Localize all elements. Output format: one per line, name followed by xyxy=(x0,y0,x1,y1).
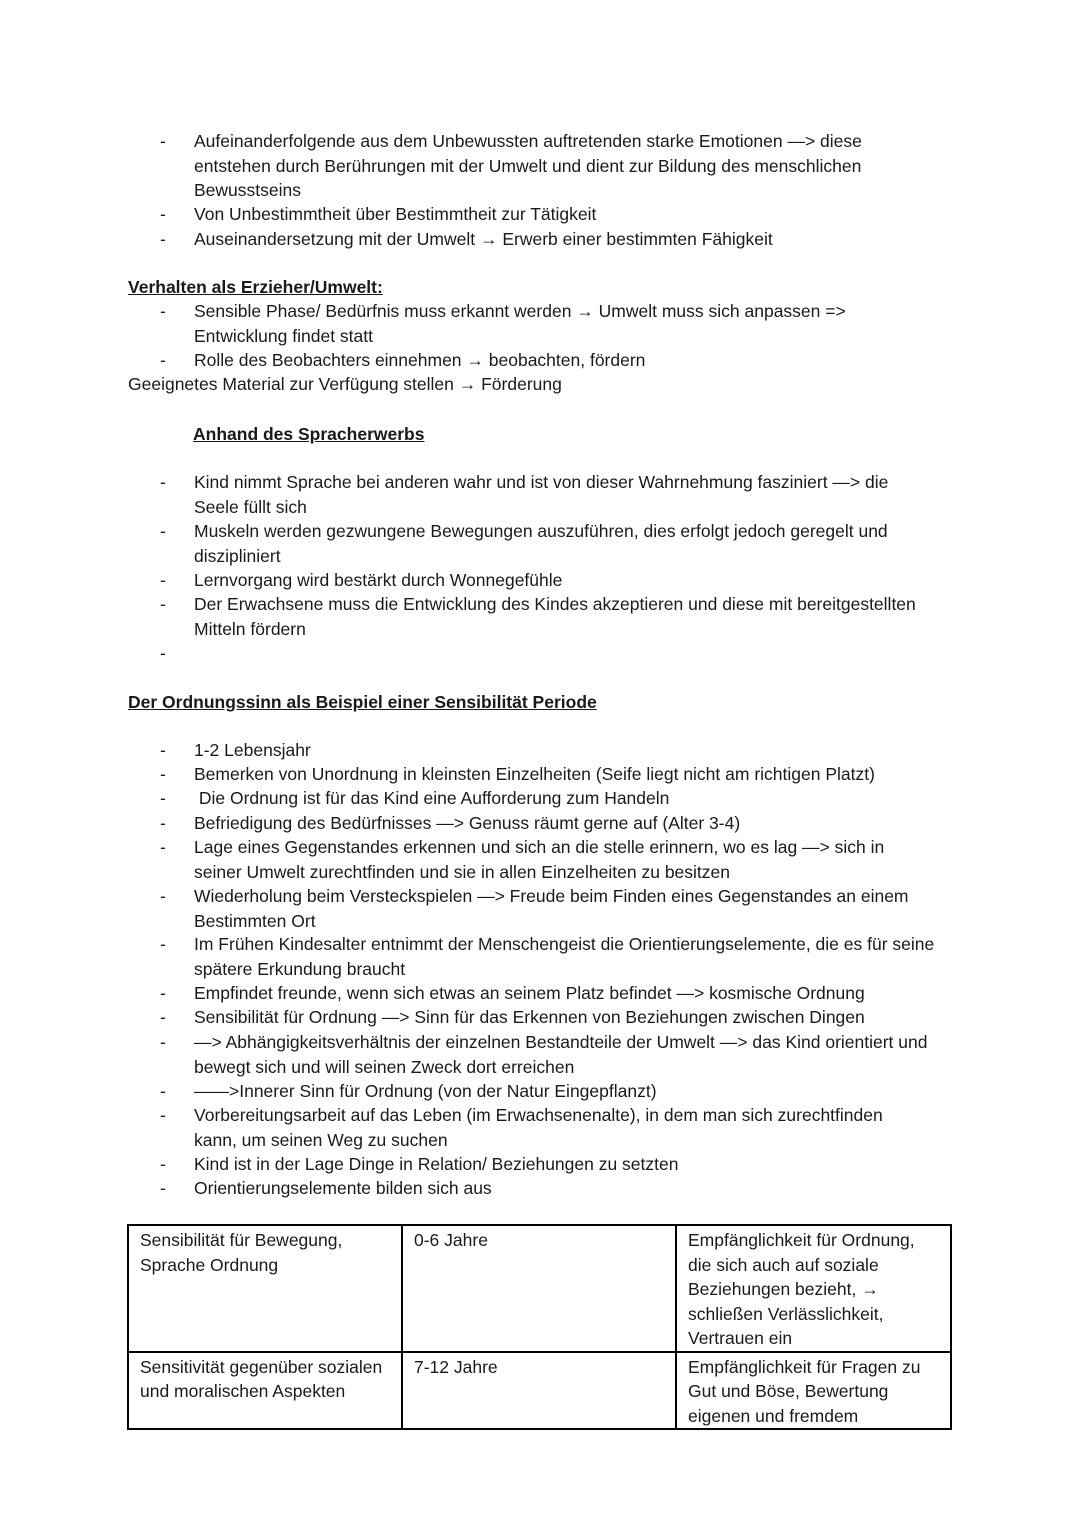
bullet-dash: - xyxy=(160,740,166,760)
table-cell: Sensibilität für Bewegung, Sprache Ordnung xyxy=(128,1225,402,1352)
section-heading-sprache: Anhand des Spracherwerbs xyxy=(193,424,425,444)
list-item-text: Aufeinanderfolgende aus dem Unbewussten auftretenden starke Emotionen —> diese entstehen durch Berührungen mit der Umwelt und dient zur Bildung des menschlichen Bewusstseins xyxy=(194,131,862,200)
list-item-text: Vorbereitungsarbeit auf das Leben (im Erwachsenenalte), in dem man sich zurechtfinden kann, um seinen Weg zu suchen xyxy=(194,1105,883,1150)
bullet-dash: - xyxy=(160,837,166,857)
list-item-text: 1-2 Lebensjahr xyxy=(194,740,311,760)
table-row xyxy=(128,1352,951,1430)
bullet-dash: - xyxy=(160,813,166,833)
bullet-dash: - xyxy=(160,521,166,541)
sensitivity-table xyxy=(127,1224,952,1430)
list-item-text: Sensible Phase/ Bedürfnis muss erkannt werden → Umwelt muss sich anpassen => Entwicklung findet statt xyxy=(194,301,846,346)
list-item-text: Lernvorgang wird bestärkt durch Wonnegefühle xyxy=(194,570,563,590)
bullet-dash: - xyxy=(160,350,166,370)
list-item-text: Rolle des Beobachters einnehmen → beobachten, fördern xyxy=(194,350,646,370)
table-row xyxy=(128,1225,951,1352)
list-item-text: Bemerken von Unordnung in kleinsten Einzelheiten (Seife liegt nicht am richtigen Platzt) xyxy=(194,764,875,784)
bullet-dash: - xyxy=(160,1007,166,1027)
bullet-dash: - xyxy=(160,594,166,614)
list-item-text: Wiederholung beim Versteckspielen —> Freude beim Finden eines Gegenstandes an einem Bestimmten Ort xyxy=(194,886,909,931)
bullet-dash: - xyxy=(160,570,166,590)
list-item-text: Lage eines Gegenstandes erkennen und sich an die stelle erinnern, wo es lag —> sich in seiner Umwelt zurechtfinden und sie in allen Einzelheiten zu besitzen xyxy=(194,837,885,882)
list-item-text: Von Unbestimmtheit über Bestimmtheit zur Tätigkeit xyxy=(194,204,597,224)
table-cell: Empfänglichkeit für Ordnung, die sich auch auf soziale Beziehungen bezieht, → schließen Verlässlichkeit, Vertrauen ein xyxy=(676,1225,951,1352)
list-item-text: Die Ordnung ist für das Kind eine Aufforderung zum Handeln xyxy=(194,788,670,808)
bullet-dash: - xyxy=(160,472,166,492)
table-cell: Sensitivität gegenüber sozialen und moralischen Aspekten xyxy=(128,1352,402,1430)
bullet-dash: - xyxy=(160,1154,166,1174)
bullet-dash: - xyxy=(160,1032,166,1052)
bullet-dash: - xyxy=(160,229,166,249)
list-item-text: Orientierungselemente bilden sich aus xyxy=(194,1178,492,1198)
list-item-text: Kind ist in der Lage Dinge in Relation/ Beziehungen zu setzten xyxy=(194,1154,679,1174)
bullet-dash: - xyxy=(160,643,166,663)
list-item-text: ——>Innerer Sinn für Ordnung (von der Natur Eingepflanzt) xyxy=(194,1081,657,1101)
list-item-text: Sensibilität für Ordnung —> Sinn für das Erkennen von Beziehungen zwischen Dingen xyxy=(194,1007,865,1027)
list-item-text: Muskeln werden gezwungene Bewegungen auszuführen, dies erfolgt jedoch geregelt und diszipliniert xyxy=(194,521,888,566)
bullet-dash: - xyxy=(160,1081,166,1101)
bullet-dash: - xyxy=(160,788,166,808)
bullet-dash: - xyxy=(160,1105,166,1125)
table-cell: 7-12 Jahre xyxy=(402,1352,676,1430)
bullet-dash: - xyxy=(160,204,166,224)
bullet-dash: - xyxy=(160,983,166,1003)
list-item-text: Auseinandersetzung mit der Umwelt → Erwerb einer bestimmten Fähigkeit xyxy=(194,229,773,249)
table-cell: Empfänglichkeit für Fragen zu Gut und Böse, Bewertung eigenen und fremdem xyxy=(676,1352,951,1430)
list-item-text: —> Abhängigkeitsverhältnis der einzelnen Bestandteile der Umwelt —> das Kind orientiert und bewegt sich und will seinen Zweck dort erreichen xyxy=(194,1032,928,1077)
section-heading-ordnung: Der Ordnungssinn als Beispiel einer Sensibilität Periode xyxy=(128,692,597,712)
table-cell: 0-6 Jahre xyxy=(402,1225,676,1352)
list-item-text: Der Erwachsene muss die Entwicklung des Kindes akzeptieren und diese mit bereitgestellten Mitteln fördern xyxy=(194,594,916,639)
bullet-dash: - xyxy=(160,301,166,321)
section-heading-verhalten: Verhalten als Erzieher/Umwelt: xyxy=(128,277,383,297)
bullet-dash: - xyxy=(160,934,166,954)
list-item-text: Kind nimmt Sprache bei anderen wahr und ist von dieser Wahrnehmung fasziniert —> die Seele füllt sich xyxy=(194,472,889,517)
bullet-dash: - xyxy=(160,886,166,906)
bullet-dash: - xyxy=(160,131,166,151)
list-item-text: Im Frühen Kindesalter entnimmt der Menschengeist die Orientierungselemente, die es für seine spätere Erkundung braucht xyxy=(194,934,935,979)
list-item-text: Empfindet freunde, wenn sich etwas an seinem Platz befindet —> kosmische Ordnung xyxy=(194,983,865,1003)
list-item-text: Befriedigung des Bedürfnisses —> Genuss räumt gerne auf (Alter 3-4) xyxy=(194,813,741,833)
bullet-dash: - xyxy=(160,764,166,784)
bullet-dash: - xyxy=(160,1178,166,1198)
verhalten-trailing-line: Geeignetes Material zur Verfügung stellen → Förderung xyxy=(128,374,562,394)
